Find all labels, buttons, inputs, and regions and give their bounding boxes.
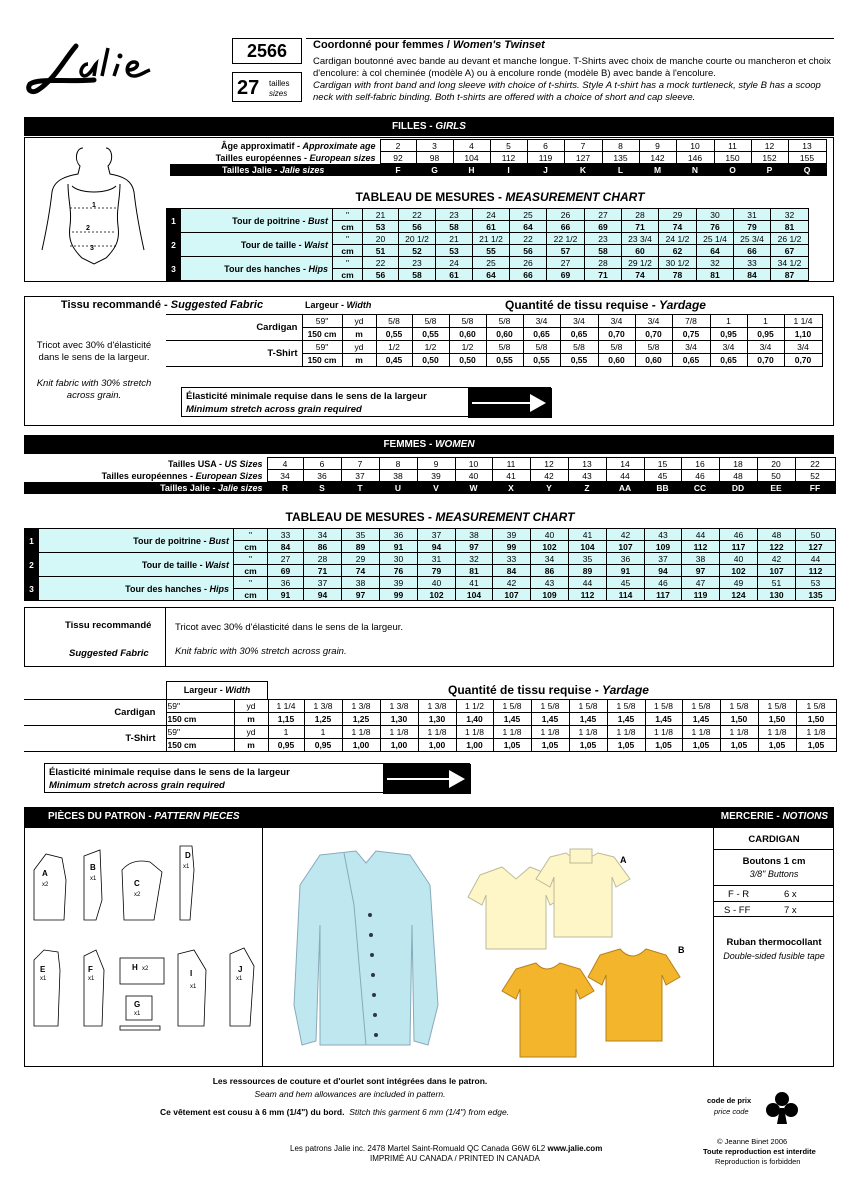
- piece-G: G: [134, 1000, 141, 1009]
- company-address: Les patrons Jalie inc. 2478 Martel Saint-Romuald QC Canada G6W 6L2 www.jalie.com: [290, 1144, 603, 1153]
- svg-text:x2: x2: [142, 966, 149, 972]
- women-stretch-box: Élasticité minimale requise dans le sens de la largeur Minimum stretch across grain required: [44, 763, 470, 793]
- seam-note-en: Seam and hem allowances are included in pattern.: [254, 1089, 446, 1099]
- women-yardage-table: Cardigan 59" yd 1 1/4 1 3/8 1 3/8 1 3/8 1 3/8 1 1/2 1 5/8 1 5/8 1 5/8 1 5/8 1 5/8 1 5/8 1 5/8 1 5/8 1 5/8 150 cm m 1,15 1,25 1,25 1,30 1,30 1,40 1,45 1,45 1,45 1,45 1,45 1,45 1,50 1,50 1,50 T-Shirt 59" yd 1 1 1 1/8 1 1/8 1 1/8 1 1/8 1 1/8 1 1/8 1 1/8 1 1/8 1 1/8 1 1/8 1 1/8 1 1/8 1 1/8 150 cm m 0,95 0,95 1,00 1,00 1,00 1,00 1,05 1,05 1,05 1,05 1,05 1,05 1,05 1,05 1,05: [24, 699, 837, 752]
- svg-text:x1: x1: [90, 876, 97, 882]
- piece-F: F: [88, 965, 93, 974]
- garment-illustrations: [280, 845, 700, 1063]
- notions-title: MERCERIE - NOTIONS: [720, 811, 828, 822]
- pieces-band: [24, 807, 834, 827]
- sizes-count: 27: [237, 77, 260, 99]
- svg-text:x1: x1: [88, 976, 95, 982]
- pattern-number: 2566: [232, 38, 302, 64]
- cardigan-illustration: [294, 851, 438, 1045]
- svg-text:3: 3: [90, 245, 94, 252]
- girls-yardage-title: Quantité de tissu requise - Yardage: [505, 298, 706, 312]
- girls-size-table: Âge approximatif - Approximate age 2 3 4 5 6 7 8 9 10 11 12 13 Tailles européennes - European sizes 92 98 104 112 119 127 135 142 146 150 152 155 Tailles Jalie - Jalie sizes F G H I J K L M N O P Q: [170, 139, 827, 176]
- piece-A: A: [42, 869, 48, 878]
- website-link[interactable]: www.jalie.com: [547, 1144, 603, 1153]
- tshirt-a-illustration: [468, 849, 630, 949]
- price-code-en: price code: [714, 1107, 749, 1116]
- notion-row-1: F - R 6 x: [714, 885, 834, 901]
- girls-measure-table: 1 Tour de poitrine - Bust " 21 22 23 24 25 26 27 28 29 30 31 32 cm 53 56 58 61 64 66 69 71 74 76 79 81 2 Tour de taille - Waist " 20 20 1/2 21 21 1/2 22 22 1/2 23 23 3/4 24 1/2 25 1/4 25 3/4 26 1/2 cm 51 52 53 55 56 57 58 60 62 64 66 67 3 Tour des hanches - Hips " 22 23 24 25 26 27 28 29 1/2 30 1/2 32 33 34 1/2 cm 56 58 61 64 66 69 71 74 78 81 84 87: [166, 208, 809, 281]
- description-fr: Cardigan boutonné avec bande au devant et manche longue. T-Shirts avec choix de manche courte ou mancheron et choix d'encolure: à col cheminée (modèle A) ou à encolure ronde (modèle B) avec bande à l'encolure.: [313, 56, 831, 79]
- women-fabric-title-fr: Tissu recommandé: [65, 620, 152, 631]
- girls-fabric-title: Tissu recommandé - Suggested Fabric: [60, 299, 264, 311]
- printed-in: IMPRIMÉ AU CANADA / PRINTED IN CANADA: [370, 1154, 540, 1163]
- women-fabric-box: [24, 607, 834, 667]
- repro-en: Reproduction is forbidden: [715, 1157, 801, 1166]
- women-chart-title: TABLEAU DE MESURES - MEASUREMENT CHART: [285, 510, 575, 524]
- svg-text:B: B: [678, 945, 685, 955]
- buttons-fr: Boutons 1 cm: [742, 856, 806, 867]
- tape-fr: Ruban thermocollant: [726, 937, 822, 948]
- pattern-title: Coordonné pour femmes / Women's Twinset: [313, 39, 545, 51]
- svg-text:x2: x2: [42, 882, 49, 888]
- pieces-title: PIÈCES DU PATRON - PATTERN PIECES: [48, 811, 240, 822]
- svg-text:x1: x1: [40, 976, 47, 982]
- svg-text:x1: x1: [134, 1011, 141, 1017]
- sizes-label-fr: tailles: [269, 79, 290, 88]
- body-figure-icon: [28, 140, 158, 280]
- girls-width-label: Largeur - Width: [305, 300, 372, 310]
- club-price-icon: [765, 1090, 799, 1126]
- piece-J: J: [238, 965, 243, 974]
- notions-panel: [714, 830, 834, 961]
- stretch-arrow-icon: [383, 764, 471, 794]
- pattern-pieces-diagram: [26, 840, 260, 1062]
- piece-B: B: [90, 863, 96, 872]
- description-en: Cardigan with front band and long sleeve with choice of t-shirts. Style A t-shirt has a mock turtleneck, style B has a scoop neck with self-fabric binding. Both t-shirts are offered with a choice of short and cap sleeve.: [313, 80, 821, 103]
- sizes-box: [232, 72, 302, 102]
- piece-C: C: [134, 879, 140, 888]
- women-fabric-desc-fr: Tricot avec 30% d'élasticité dans le sens de la largeur.: [175, 622, 403, 633]
- women-size-table: Tailles USA - US Sizes 4 6 7 8 9 10 11 12 13 14 15 16 18 20 22 Tailles européennes - European Sizes 34 36 37 38 39 40 41 42 43 44 45 46 48 50 52 Tailles Jalie - Jalie sizes R S T U V W X Y Z AA BB CC DD EE FF: [24, 457, 836, 494]
- svg-text:A: A: [620, 855, 627, 865]
- svg-text:x2: x2: [134, 892, 141, 898]
- age-cell: 2: [380, 140, 416, 152]
- buttons-en: 3/8" Buttons: [749, 869, 799, 879]
- jalie-logo: [24, 40, 184, 100]
- girls-fabric-desc-fr: Tricot avec 30% d'élasticité dans le sens de la largeur.: [36, 340, 152, 363]
- price-code-fr: code de prix: [707, 1096, 752, 1105]
- girls-band: FILLES - GIRLS: [24, 117, 834, 136]
- svg-text:x1: x1: [183, 864, 190, 870]
- pattern-description: [313, 56, 835, 104]
- women-measure-table: 1 Tour de poitrine - Bust " 33 34 35 36 37 38 39 40 41 42 43 44 46 48 50 cm 84 86 89 91 94 97 99 102 104 107 109 112 117 122 127 2 Tour de taille - Waist " 27 28 29 30 31 32 33 34 35 36 37 38 40 42 44 cm 69 71 74 76 79 81 84 86 89 91 94 97 102 107 112 3 Tour des hanches - Hips " 36 37 38 39 40 41 42 43 44 45 46 47 49 51 53 cm 91 94 97 99 102 104 107 109 112 114 117 119 124 130 135: [24, 528, 836, 601]
- women-yardage-title: Quantité de tissu requise - Yardage: [448, 683, 649, 697]
- svg-text:2: 2: [86, 225, 90, 232]
- svg-text:1: 1: [92, 202, 96, 209]
- women-fabric-desc-en: Knit fabric with 30% stretch across grain.: [175, 646, 347, 657]
- age-label: Âge approximatif - Approximate age: [220, 140, 376, 151]
- svg-text:x1: x1: [190, 984, 197, 990]
- stretch-arrow-icon: [468, 388, 552, 418]
- women-band: FEMMES - WOMEN: [24, 435, 834, 454]
- women-fabric-title-en: Suggested Fabric: [69, 648, 149, 659]
- piece-D: D: [185, 851, 191, 860]
- girls-fabric-desc-en: Knit fabric with 30% stretch across grain.: [36, 378, 152, 401]
- eu-label: Tailles européennes - European sizes: [215, 152, 376, 163]
- notion-row-2: S - FF 7 x: [714, 901, 834, 917]
- piece-H: H: [132, 963, 138, 972]
- svg-text:x1: x1: [236, 976, 243, 982]
- notions-head: CARDIGAN: [714, 830, 834, 850]
- repro-fr: Toute reproduction est interdite: [703, 1147, 816, 1156]
- tshirt-b-illustration: [502, 945, 685, 1057]
- copyright: © Jeanne Binet 2006: [717, 1137, 788, 1146]
- tape-en: Double-sided fusible tape: [723, 951, 825, 961]
- sizes-label-en: sizes: [269, 89, 288, 98]
- women-width-label: Largeur - Width: [166, 681, 268, 699]
- girls-chart-title: TABLEAU DE MESURES - MEASUREMENT CHART: [355, 190, 645, 204]
- piece-E: E: [40, 965, 46, 974]
- girls-yardage-table: Cardigan 59" yd 5/8 5/8 5/8 5/8 3/4 3/4 3/4 3/4 7/8 1 1 1 1/4 150 cm m 0,55 0,55 0,60 0,60 0,65 0,65 0,70 0,70 0,75 0,95 0,95 1,10 T-Shirt 59" yd 1/2 1/2 1/2 5/8 5/8 5/8 5/8 5/8 3/4 3/4 3/4 3/4 150 cm m 0,45 0,50 0,50 0,55 0,55 0,55 0,60 0,60 0,65 0,65 0,70 0,70: [166, 314, 823, 367]
- piece-I: I: [190, 969, 193, 978]
- stitch-note: Ce vêtement est cousu à 6 mm (1/4") du bord. Stitch this garment 6 mm (1/4") from edge.: [160, 1107, 510, 1117]
- seam-note-fr: Les ressources de couture et d'ourlet sont intégrées dans le patron.: [212, 1076, 488, 1086]
- jalie-label: Tailles Jalie - Jalie sizes: [170, 164, 380, 176]
- girls-stretch-box: Élasticité minimale requise dans le sens de la largeur Minimum stretch across grain required: [181, 387, 551, 417]
